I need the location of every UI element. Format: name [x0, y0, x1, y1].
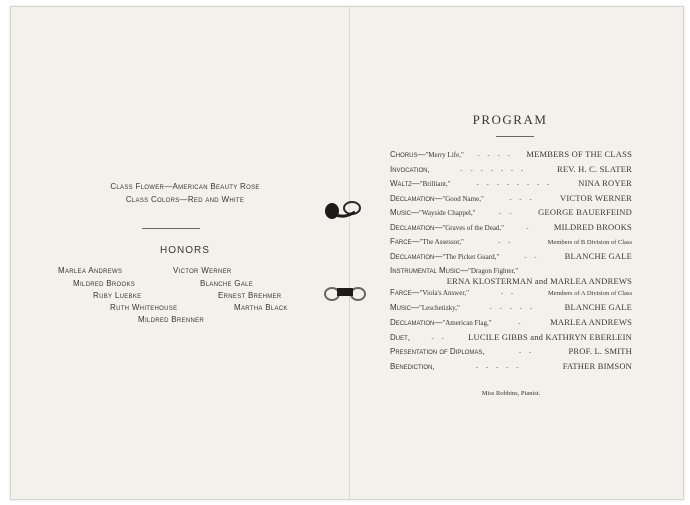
left-divider: [142, 228, 200, 229]
item-title: Farce—: [390, 236, 420, 246]
item-title: Chorus—: [390, 150, 426, 159]
performer: NINA ROYER: [578, 178, 632, 189]
honor-name: Mildred Brooks: [73, 279, 136, 288]
honor-name: Ruby Luebke: [93, 291, 142, 300]
performer: BLANCHE GALE: [564, 251, 632, 262]
honor-name: Blanche Gale: [200, 279, 254, 288]
piece-title: "The Picket Guard,": [442, 253, 500, 262]
ribbon-tie-icon: [322, 282, 368, 304]
program-item: Music—"Wayside Chappel," - - GEORGE BAUERFEIND: [390, 207, 632, 218]
performer: REV. H. C. SLATER: [556, 163, 632, 174]
honors-heading: HONORS: [160, 245, 210, 256]
class-colors: Class Colors—Red and White: [125, 195, 245, 204]
item-title: Benediction,: [390, 361, 435, 371]
item-title: Music—: [390, 303, 419, 313]
program-item: Music—"Leschetizky," - - - - - BLANCHE GALE: [390, 302, 632, 313]
item-title: Presentation of Diplomas,: [390, 347, 485, 357]
piece-title: "Merry Life,": [425, 151, 464, 159]
item-title: Declamation—: [390, 193, 443, 203]
class-info: [60, 180, 310, 206]
program-item: Declamation—"Good Name," - - - VICTOR WERNER: [390, 192, 632, 203]
item-title: Waltz—: [390, 179, 420, 189]
piece-title: "Wayside Chappel,": [419, 209, 476, 218]
item-title: Declamation—: [390, 222, 443, 232]
item-title: Farce—: [390, 287, 420, 297]
program-item: Waltz—"Brilliant," - - - - - - - - NINA ROYER: [390, 178, 632, 189]
performer: GEORGE BAUERFEIND: [538, 207, 632, 218]
piece-title: "American Flag,": [442, 318, 492, 327]
performer: ERNA KLOSTERMAN and MARLEA ANDREWS: [446, 276, 632, 287]
right-divider: [496, 136, 534, 137]
program-item: Declamation—"American Flag," - MARLEA ANDREWS: [390, 316, 632, 327]
performer: BLANCHE GALE: [564, 302, 632, 313]
piece-title: "Viola's Answer,": [419, 288, 469, 297]
honor-name: Ernest Brehmer: [218, 291, 282, 300]
performer: PROF. L. SMITH: [568, 346, 632, 357]
piece-title: "Good Name,": [442, 194, 484, 203]
item-title: Declamation—: [390, 317, 443, 327]
piece-title: "Graves of the Dead,": [442, 223, 505, 232]
piece-title: "The Assessor,": [419, 237, 464, 246]
program-item: Presentation of Diplomas, - - PROF. L. SMITH: [390, 346, 632, 357]
program-item: [390, 266, 632, 288]
performer: Members of B Division of Class: [547, 238, 632, 246]
program-item: Declamation—"Graves of the Dead," - MILDRED BROOKS: [390, 221, 632, 232]
program-item: Farce—"The Assessor," - - Members of B Division of Class: [390, 236, 632, 246]
honor-name: Martha Black: [234, 303, 288, 312]
item-title: Invocation,: [390, 164, 430, 174]
program-item: Declamation—"The Picket Guard," - - BLANCHE GALE: [390, 251, 632, 262]
item-title: Declamation—: [390, 252, 443, 262]
pianist-credit: Miss Robbins, Pianist.: [481, 390, 541, 397]
performer: Members of A Division of Class: [548, 289, 632, 297]
piece-title: "Leschetizky,": [419, 304, 460, 313]
piece-title: "Dragon Fighter,": [468, 266, 519, 275]
program-list: [390, 149, 632, 375]
performer: FATHER BIMSON: [562, 360, 632, 371]
ribbon-tie-icon: [322, 198, 362, 224]
program-item: Invocation, - - - - - - - REV. H. C. SLATER: [390, 163, 632, 174]
honor-name: Mildred Brenner: [138, 315, 205, 324]
item-title: Duet,: [390, 332, 410, 342]
piece-title: "Brilliant,": [419, 180, 451, 189]
performer: VICTOR WERNER: [560, 192, 632, 203]
class-flower: Class Flower—American Beauty Rose: [110, 182, 260, 191]
item-title: Instrumental Music—: [390, 265, 469, 275]
performer: LUCILE GIBBS and KATHRYN EBERLEIN: [468, 331, 632, 342]
performer: MARLEA ANDREWS: [550, 316, 632, 327]
honor-name: Ruth Whitehouse: [110, 303, 178, 312]
performer: MILDRED BROOKS: [553, 221, 632, 232]
program-item: Benediction, - - - - - FATHER BIMSON: [390, 360, 632, 371]
honor-name: Marlea Andrews: [58, 266, 123, 275]
honor-name: Victor Werner: [173, 266, 232, 275]
program-title: PROGRAM: [472, 112, 548, 127]
program-item: Duet, - - LUCILE GIBBS and KATHRYN EBERLEIN: [390, 331, 632, 342]
performer: MEMBERS OF THE CLASS: [526, 149, 632, 159]
item-title: Music—: [390, 208, 419, 218]
program-item: Chorus—"Merry Life," - - - - MEMBERS OF THE CLASS: [390, 149, 632, 159]
program-item: Farce—"Viola's Answer," - - Members of A Division of Class: [390, 287, 632, 297]
